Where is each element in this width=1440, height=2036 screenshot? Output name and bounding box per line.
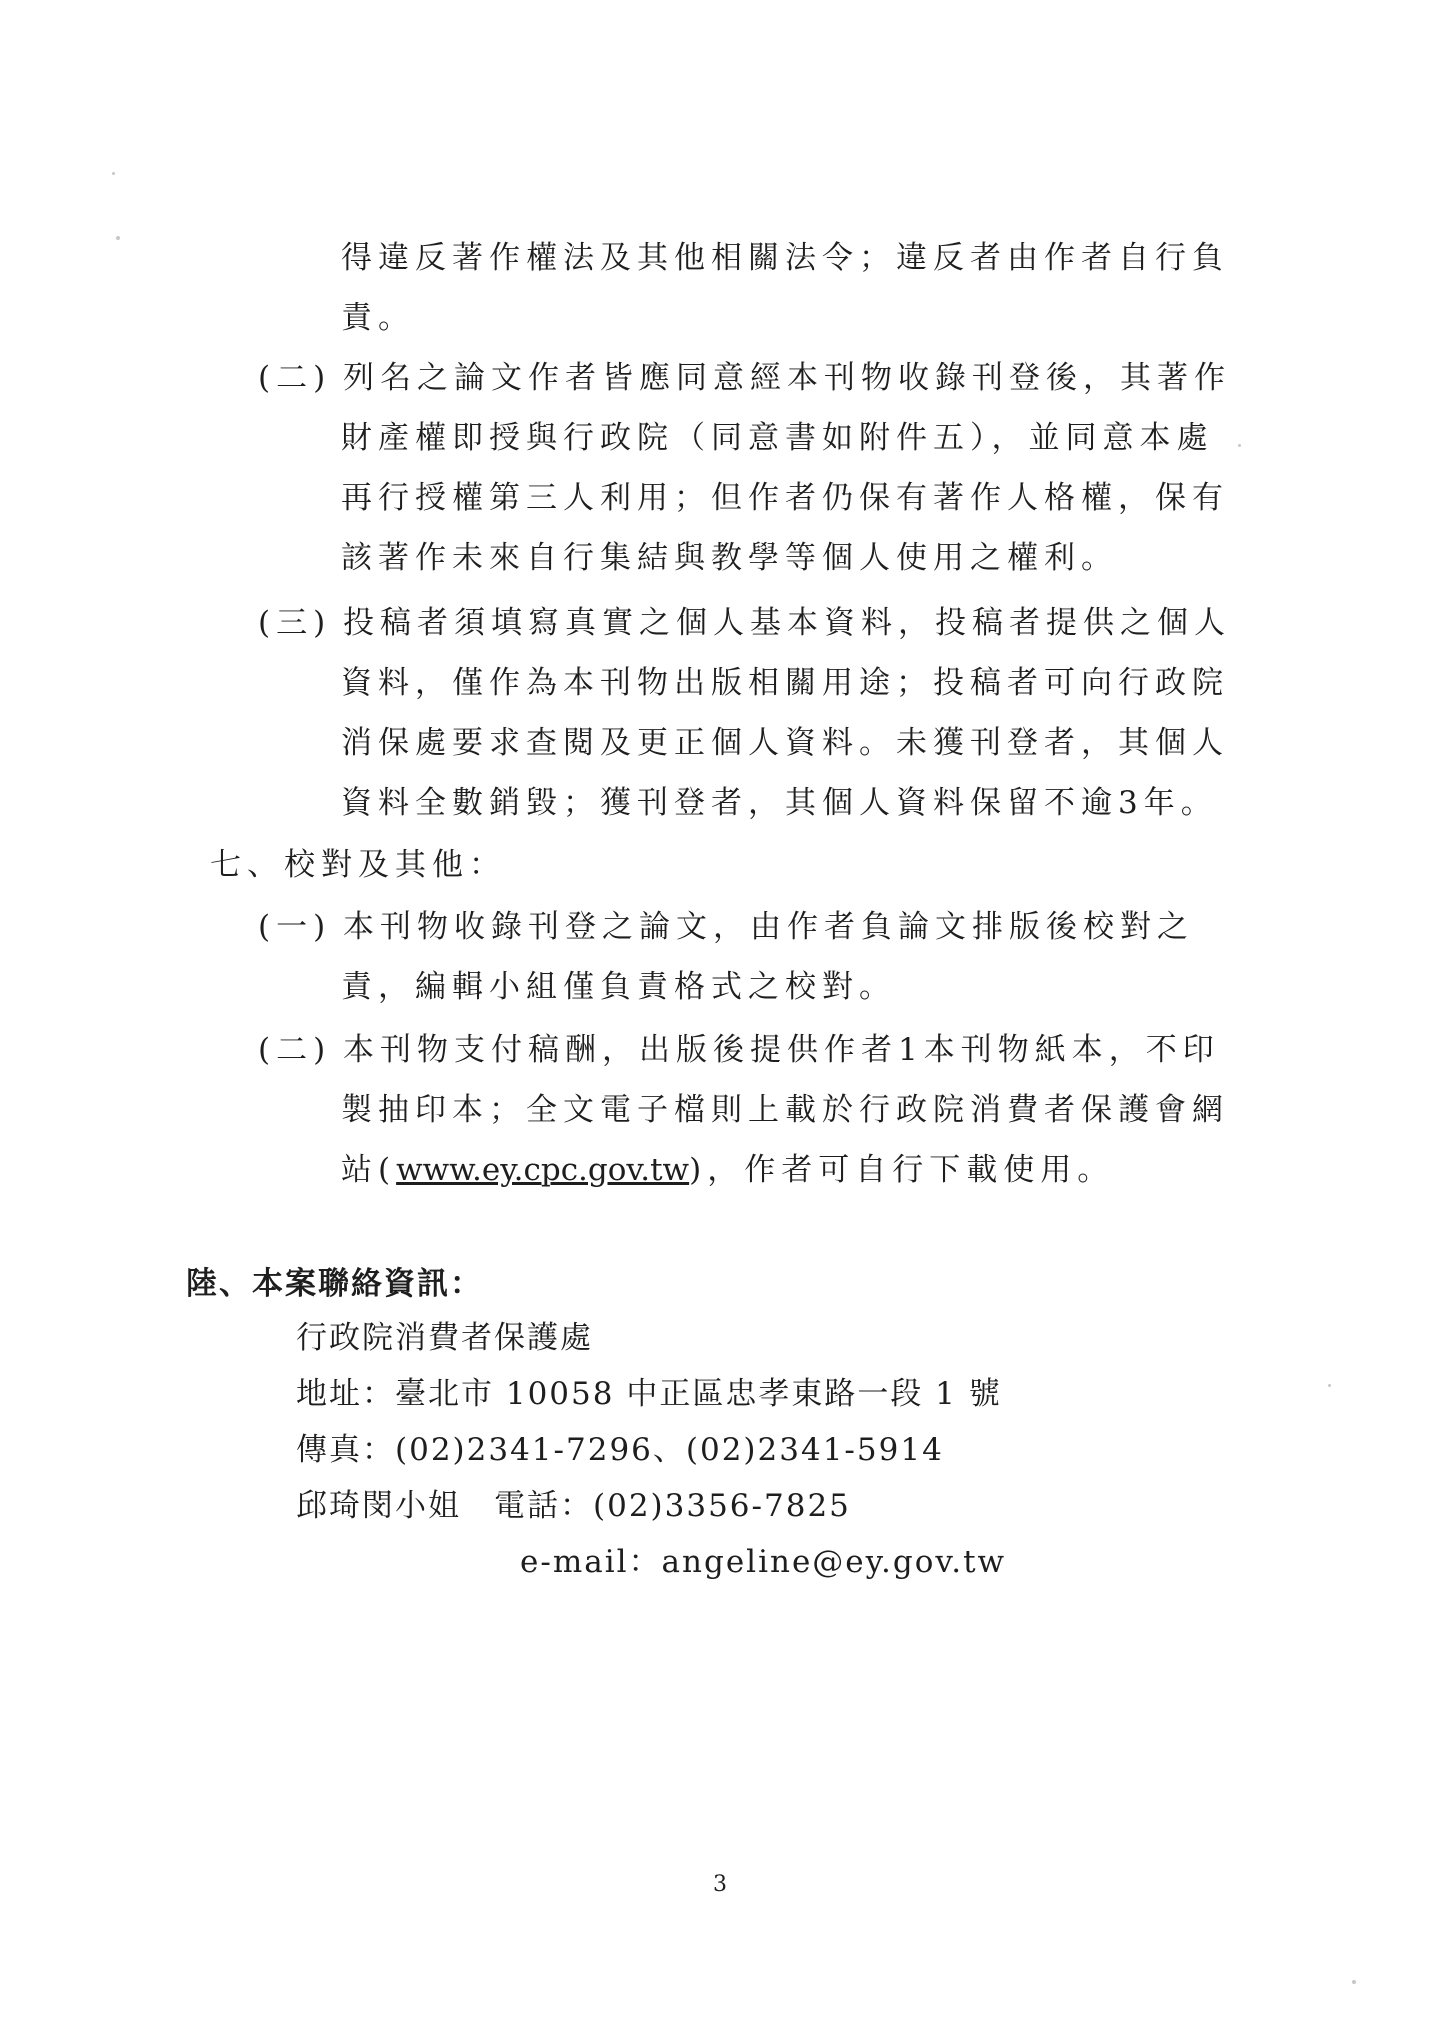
scan-speck	[1238, 444, 1241, 447]
scan-speck	[112, 172, 115, 175]
continued-line-1: 得違反著作權法及其他相關法令；違反者由作者自行負	[341, 240, 1229, 276]
section-seven-title: 七、校對及其他：	[210, 847, 506, 883]
s7-item1-line-2: 責，編輯小組僅負責格式之校對。	[341, 969, 896, 1005]
item2-marker: (二)	[258, 360, 332, 396]
item2-line-2: 財產權即授與行政院（同意書如附件五），並同意本處	[341, 420, 1214, 456]
item2-line-3: 再行授權第三人利用；但作者仍保有著作人格權，保有	[341, 480, 1229, 516]
page-number: 3	[713, 1872, 727, 1897]
item3-line-2: 資料，僅作為本刊物出版相關用途；投稿者可向行政院	[341, 665, 1229, 701]
line3-suffix: )，作者可自行下載使用。	[689, 1152, 1115, 1188]
s7-item1-marker: (一)	[258, 909, 332, 945]
contact-address: 地址：臺北市 10058 中正區忠孝東路一段 1 號	[296, 1376, 1002, 1412]
item3-line-4: 資料全數銷毀；獲刊登者，其個人資料保留不逾3年。	[341, 785, 1218, 821]
s7-item2-line-1: 本刊物支付稿酬，出版後提供作者1本刊物紙本，不印	[343, 1032, 1220, 1068]
item3-line-1: 投稿者須填寫真實之個人基本資料，投稿者提供之個人	[343, 605, 1231, 641]
item3-line-3: 消保處要求查閱及更正個人資料。未獲刊登者，其個人	[341, 725, 1229, 761]
s7-item2-marker: (二)	[258, 1032, 332, 1068]
s7-item2-line-2: 製抽印本；全文電子檔則上載於行政院消費者保護會網	[341, 1092, 1229, 1128]
s7-item1-line-1: 本刊物收錄刊登之論文，由作者負論文排版後校對之	[343, 909, 1194, 945]
contact-email[interactable]: e-mail：angeline@ey.gov.tw	[520, 1544, 1007, 1580]
item3-marker: (三)	[258, 605, 332, 641]
item2-line-4: 該著作未來自行集結與教學等個人使用之權利。	[341, 540, 1118, 576]
contact-org: 行政院消費者保護處	[296, 1320, 593, 1356]
contact-heading: 陸、本案聯絡資訊：	[186, 1266, 483, 1302]
item2-line-1: 列名之論文作者皆應同意經本刊物收錄刊登後，其著作	[343, 360, 1231, 396]
scan-speck	[116, 236, 120, 240]
continued-line-2: 責。	[341, 300, 415, 336]
contact-fax: 傳真：(02)2341-7296、(02)2341-5914	[296, 1432, 944, 1468]
scan-speck	[1352, 1980, 1356, 1984]
website-link[interactable]: www.ey.cpc.gov.tw	[396, 1152, 690, 1188]
scan-speck	[1328, 1384, 1331, 1387]
s7-item2-line-3	[341, 1150, 1114, 1190]
contact-person-phone: 邱琦閔小姐 電話：(02)3356-7825	[296, 1488, 851, 1524]
line3-prefix: 站(	[341, 1152, 397, 1188]
